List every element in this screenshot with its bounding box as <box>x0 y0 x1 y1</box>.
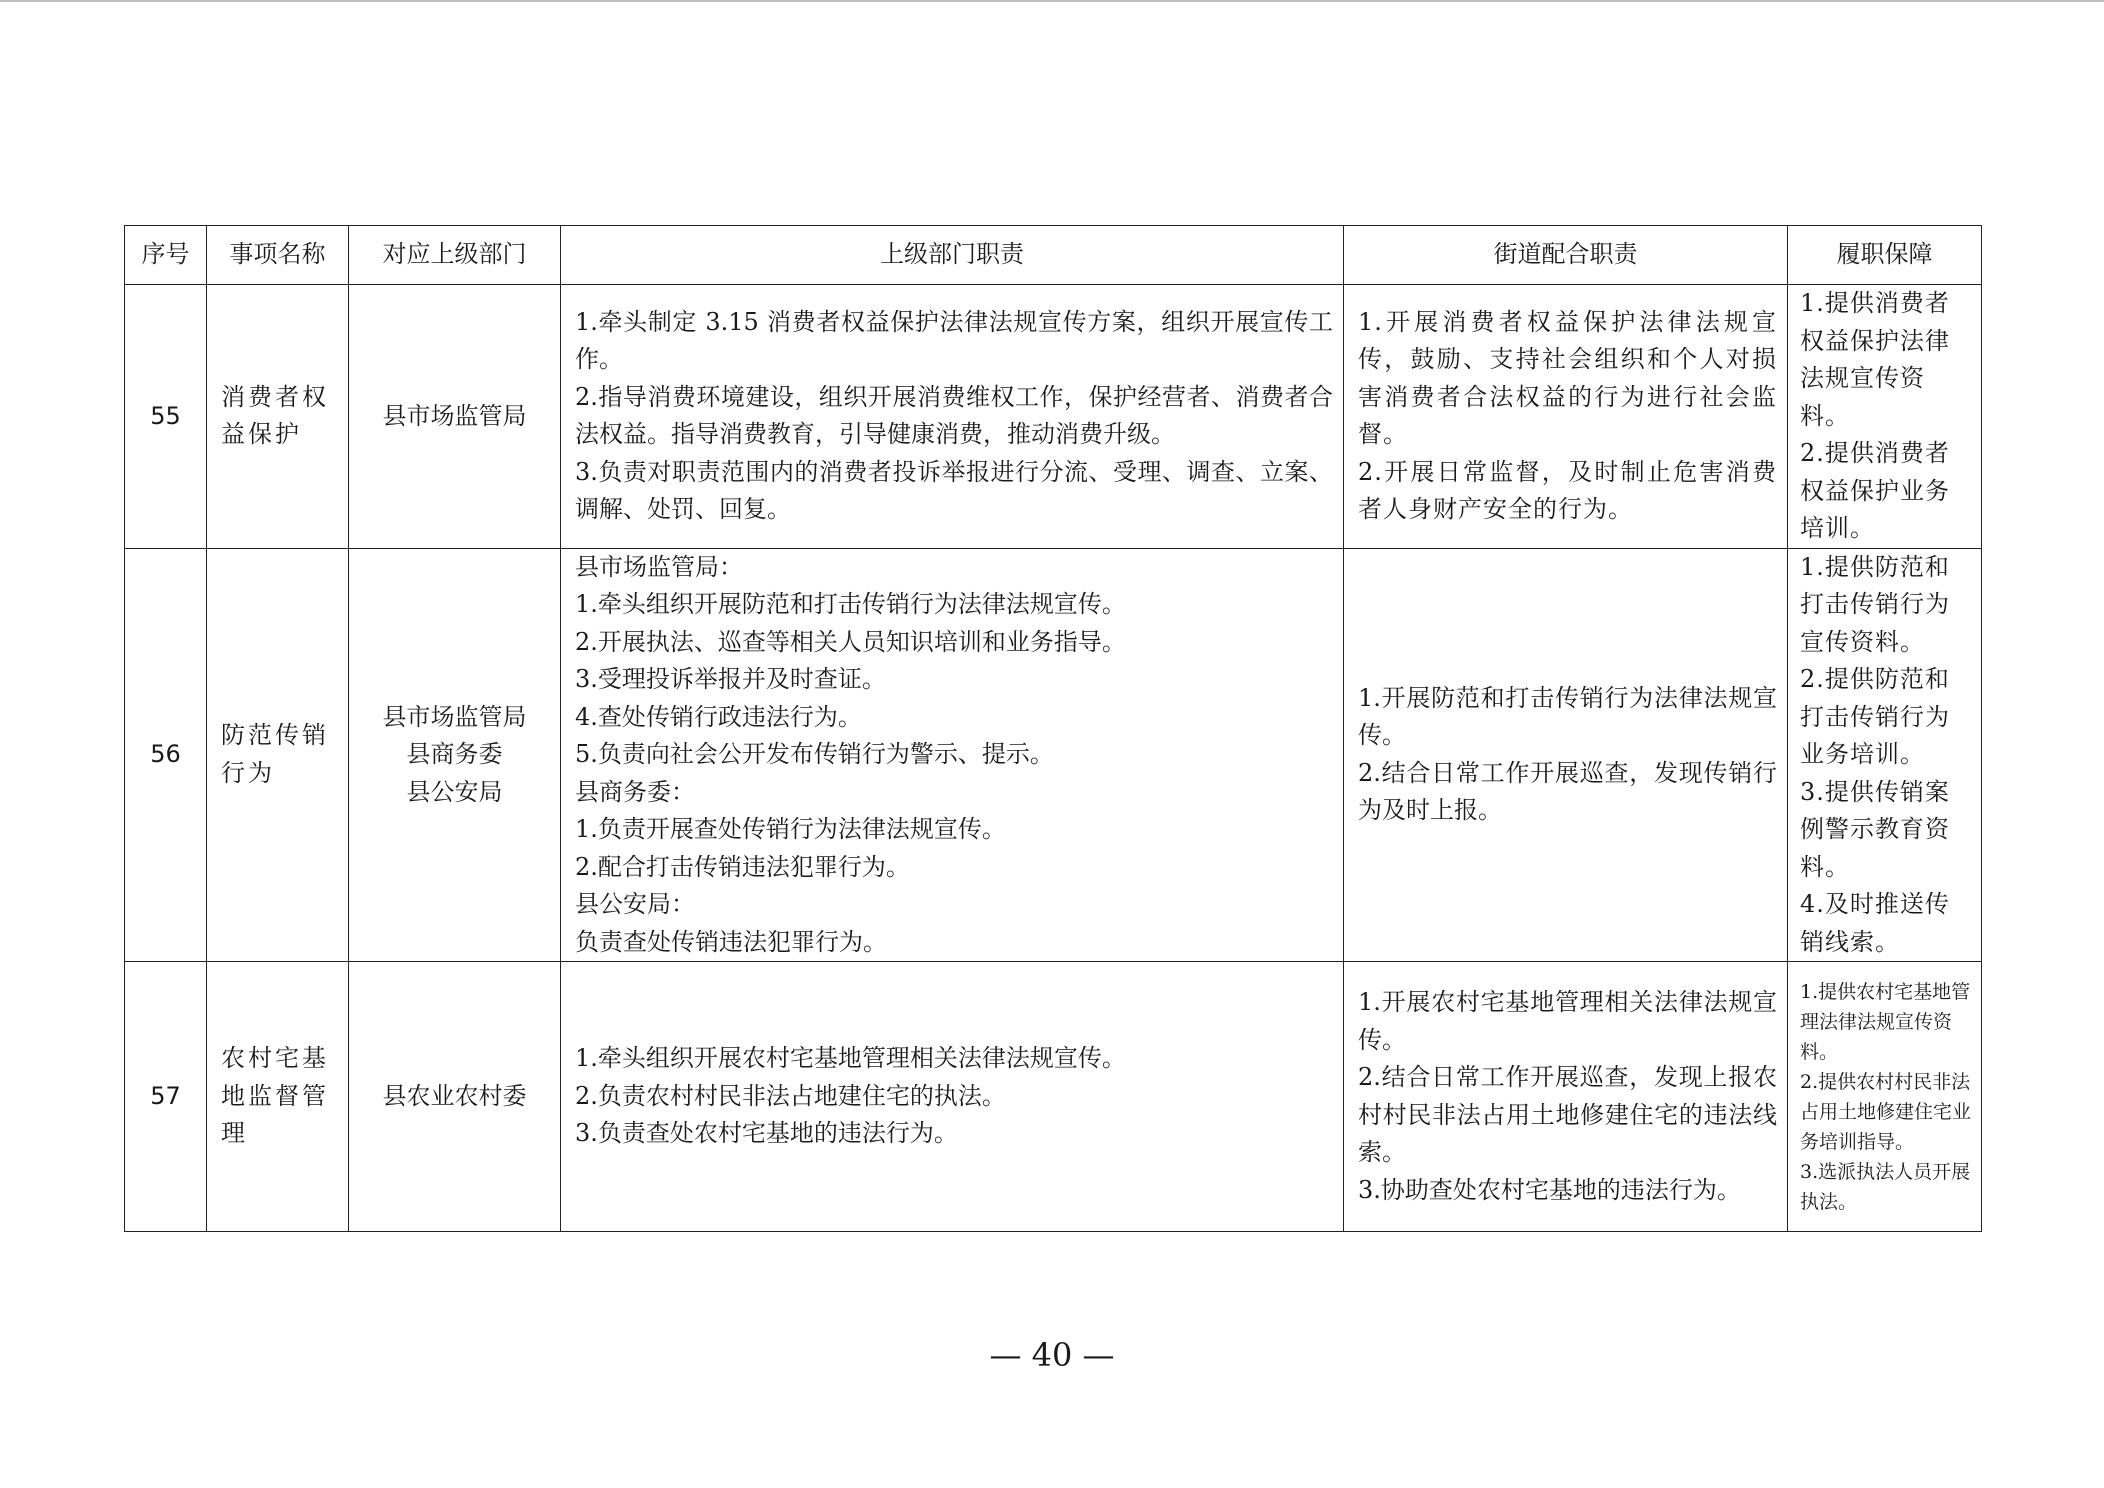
header-dept: 对应上级部门 <box>349 226 561 285</box>
row-number: 57 <box>125 962 207 1232</box>
duty-line: 3.协助查处农村宅基地的违法行为。 <box>1358 1175 1741 1204</box>
street-duty-cell <box>1344 548 1788 962</box>
header-street-duty: 街道配合职责 <box>1344 226 1788 285</box>
duty-line: 3.负责查处农村宅基地的违法行为。 <box>575 1119 958 1148</box>
dept-cell <box>349 962 561 1232</box>
duty-line: 1.开展防范和打击传销行为法律法规宣传。 <box>1358 683 1777 750</box>
upper-duty-cell <box>561 548 1344 962</box>
table-header-row <box>125 226 1982 285</box>
guarantee-line: 2.提供防范和打击传销行为业务培训。 <box>1800 665 1950 768</box>
header-item-name: 事项名称 <box>207 226 349 285</box>
duty-line: 2.配合打击传销违法犯罪行为。 <box>575 852 910 881</box>
row-number: 55 <box>125 285 207 549</box>
guarantee-line: 1.提供防范和打击传销行为宣传资料。 <box>1800 552 1950 656</box>
duty-line: 1.牵头组织开展农村宅基地管理相关法律法规宣传。 <box>575 1044 1126 1073</box>
duty-line: 1.牵头组织开展防范和打击传销行为法律法规宣传。 <box>575 590 1126 618</box>
guarantee-line: 3.提供传销案例警示教育资料。 <box>1800 777 1950 881</box>
header-upper-duty: 上级部门职责 <box>561 226 1344 285</box>
guarantee-cell <box>1788 548 1982 962</box>
dept-cell <box>349 548 561 962</box>
item-name: 消费者权益保护 <box>207 285 349 549</box>
table-row <box>125 285 1982 549</box>
dept-name: 县公安局 <box>406 777 503 806</box>
dept-name: 县商务委 <box>406 740 503 768</box>
dept-name: 县市场监管局 <box>382 702 527 731</box>
duty-line: 4.查处传销行政违法行为。 <box>575 702 862 731</box>
duty-line: 1.牵头制定 3.15 消费者权益保护法律法规宣传方案，组织开展宣传工作。 <box>575 307 1333 374</box>
table-row <box>125 962 1982 1232</box>
page-number: — 40 — <box>989 1336 1115 1374</box>
guarantee-line: 2.提供消费者权益保护业务培训。 <box>1800 439 1950 542</box>
duty-line: 1.开展农村宅基地管理相关法律法规宣传。 <box>1358 988 1777 1054</box>
dept-cell <box>349 285 561 549</box>
duty-line: 2.负责农村村民非法占地建住宅的执法。 <box>575 1081 1006 1110</box>
table-row <box>125 548 1982 962</box>
duty-table <box>124 225 1982 1232</box>
upper-duty-cell <box>561 285 1344 549</box>
duty-line: 2.结合日常工作开展巡查，发现传销行为及时上报。 <box>1358 758 1777 825</box>
duty-line: 3.受理投诉举报并及时查证。 <box>575 665 886 693</box>
guarantee-cell <box>1788 962 1982 1232</box>
duty-line: 县市场监管局： <box>575 552 743 581</box>
duty-line: 2.开展日常监督，及时制止危害消费者人身财产安全的行为。 <box>1358 457 1777 524</box>
guarantee-line: 4.及时推送传销线索。 <box>1800 890 1950 956</box>
header-guarantee: 履职保障 <box>1788 226 1982 285</box>
guarantee-line: 1.提供农村宅基地管理法律法规宣传资料。 <box>1800 980 1971 1063</box>
dept-name: 县农业农村委 <box>382 1081 527 1110</box>
duty-line: 3.负责对职责范围内的消费者投诉举报进行分流、受理、调查、立案、调解、处罚、回复。 <box>575 457 1333 524</box>
upper-duty-cell <box>561 962 1344 1232</box>
duty-line: 县商务委： <box>575 777 695 806</box>
duty-line: 5.负责向社会公开发布传销行为警示、提示。 <box>575 740 1054 768</box>
guarantee-line: 2.提供农村村民非法占用土地修建住宅业务培训指导。 <box>1800 1070 1972 1153</box>
guarantee-line: 3.选派执法人员开展执法。 <box>1800 1160 1971 1213</box>
duty-line: 县公安局： <box>575 890 695 918</box>
header-no: 序号 <box>125 226 207 285</box>
duty-line: 2.指导消费环境建设，组织开展消费维权工作，保护经营者、消费者合法权益。指导消费教育，引导健康消费，推动消费升级。 <box>575 382 1333 449</box>
top-border-line <box>0 0 2104 2</box>
duty-line: 2.结合日常工作开展巡查，发现上报农村村民非法占用土地修建住宅的违法线索。 <box>1358 1063 1777 1166</box>
item-name: 防范传销行为 <box>207 548 349 962</box>
duty-line: 2.开展执法、巡查等相关人员知识培训和业务指导。 <box>575 627 1126 656</box>
guarantee-cell <box>1788 285 1982 549</box>
dept-name: 县市场监管局 <box>382 401 527 430</box>
duty-line: 1.负责开展查处传销行为法律法规宣传。 <box>575 815 1006 843</box>
row-number: 56 <box>125 548 207 962</box>
duty-line: 负责查处传销违法犯罪行为。 <box>575 927 887 956</box>
street-duty-cell <box>1344 962 1788 1232</box>
duty-line: 1.开展消费者权益保护法律法规宣传，鼓励、支持社会组织和个人对损害消费者合法权益的行为进行社会监督。 <box>1358 307 1777 449</box>
guarantee-line: 1.提供消费者权益保护法律法规宣传资料。 <box>1800 289 1950 430</box>
item-name: 农村宅基地监督管理 <box>207 962 349 1232</box>
street-duty-cell <box>1344 285 1788 549</box>
